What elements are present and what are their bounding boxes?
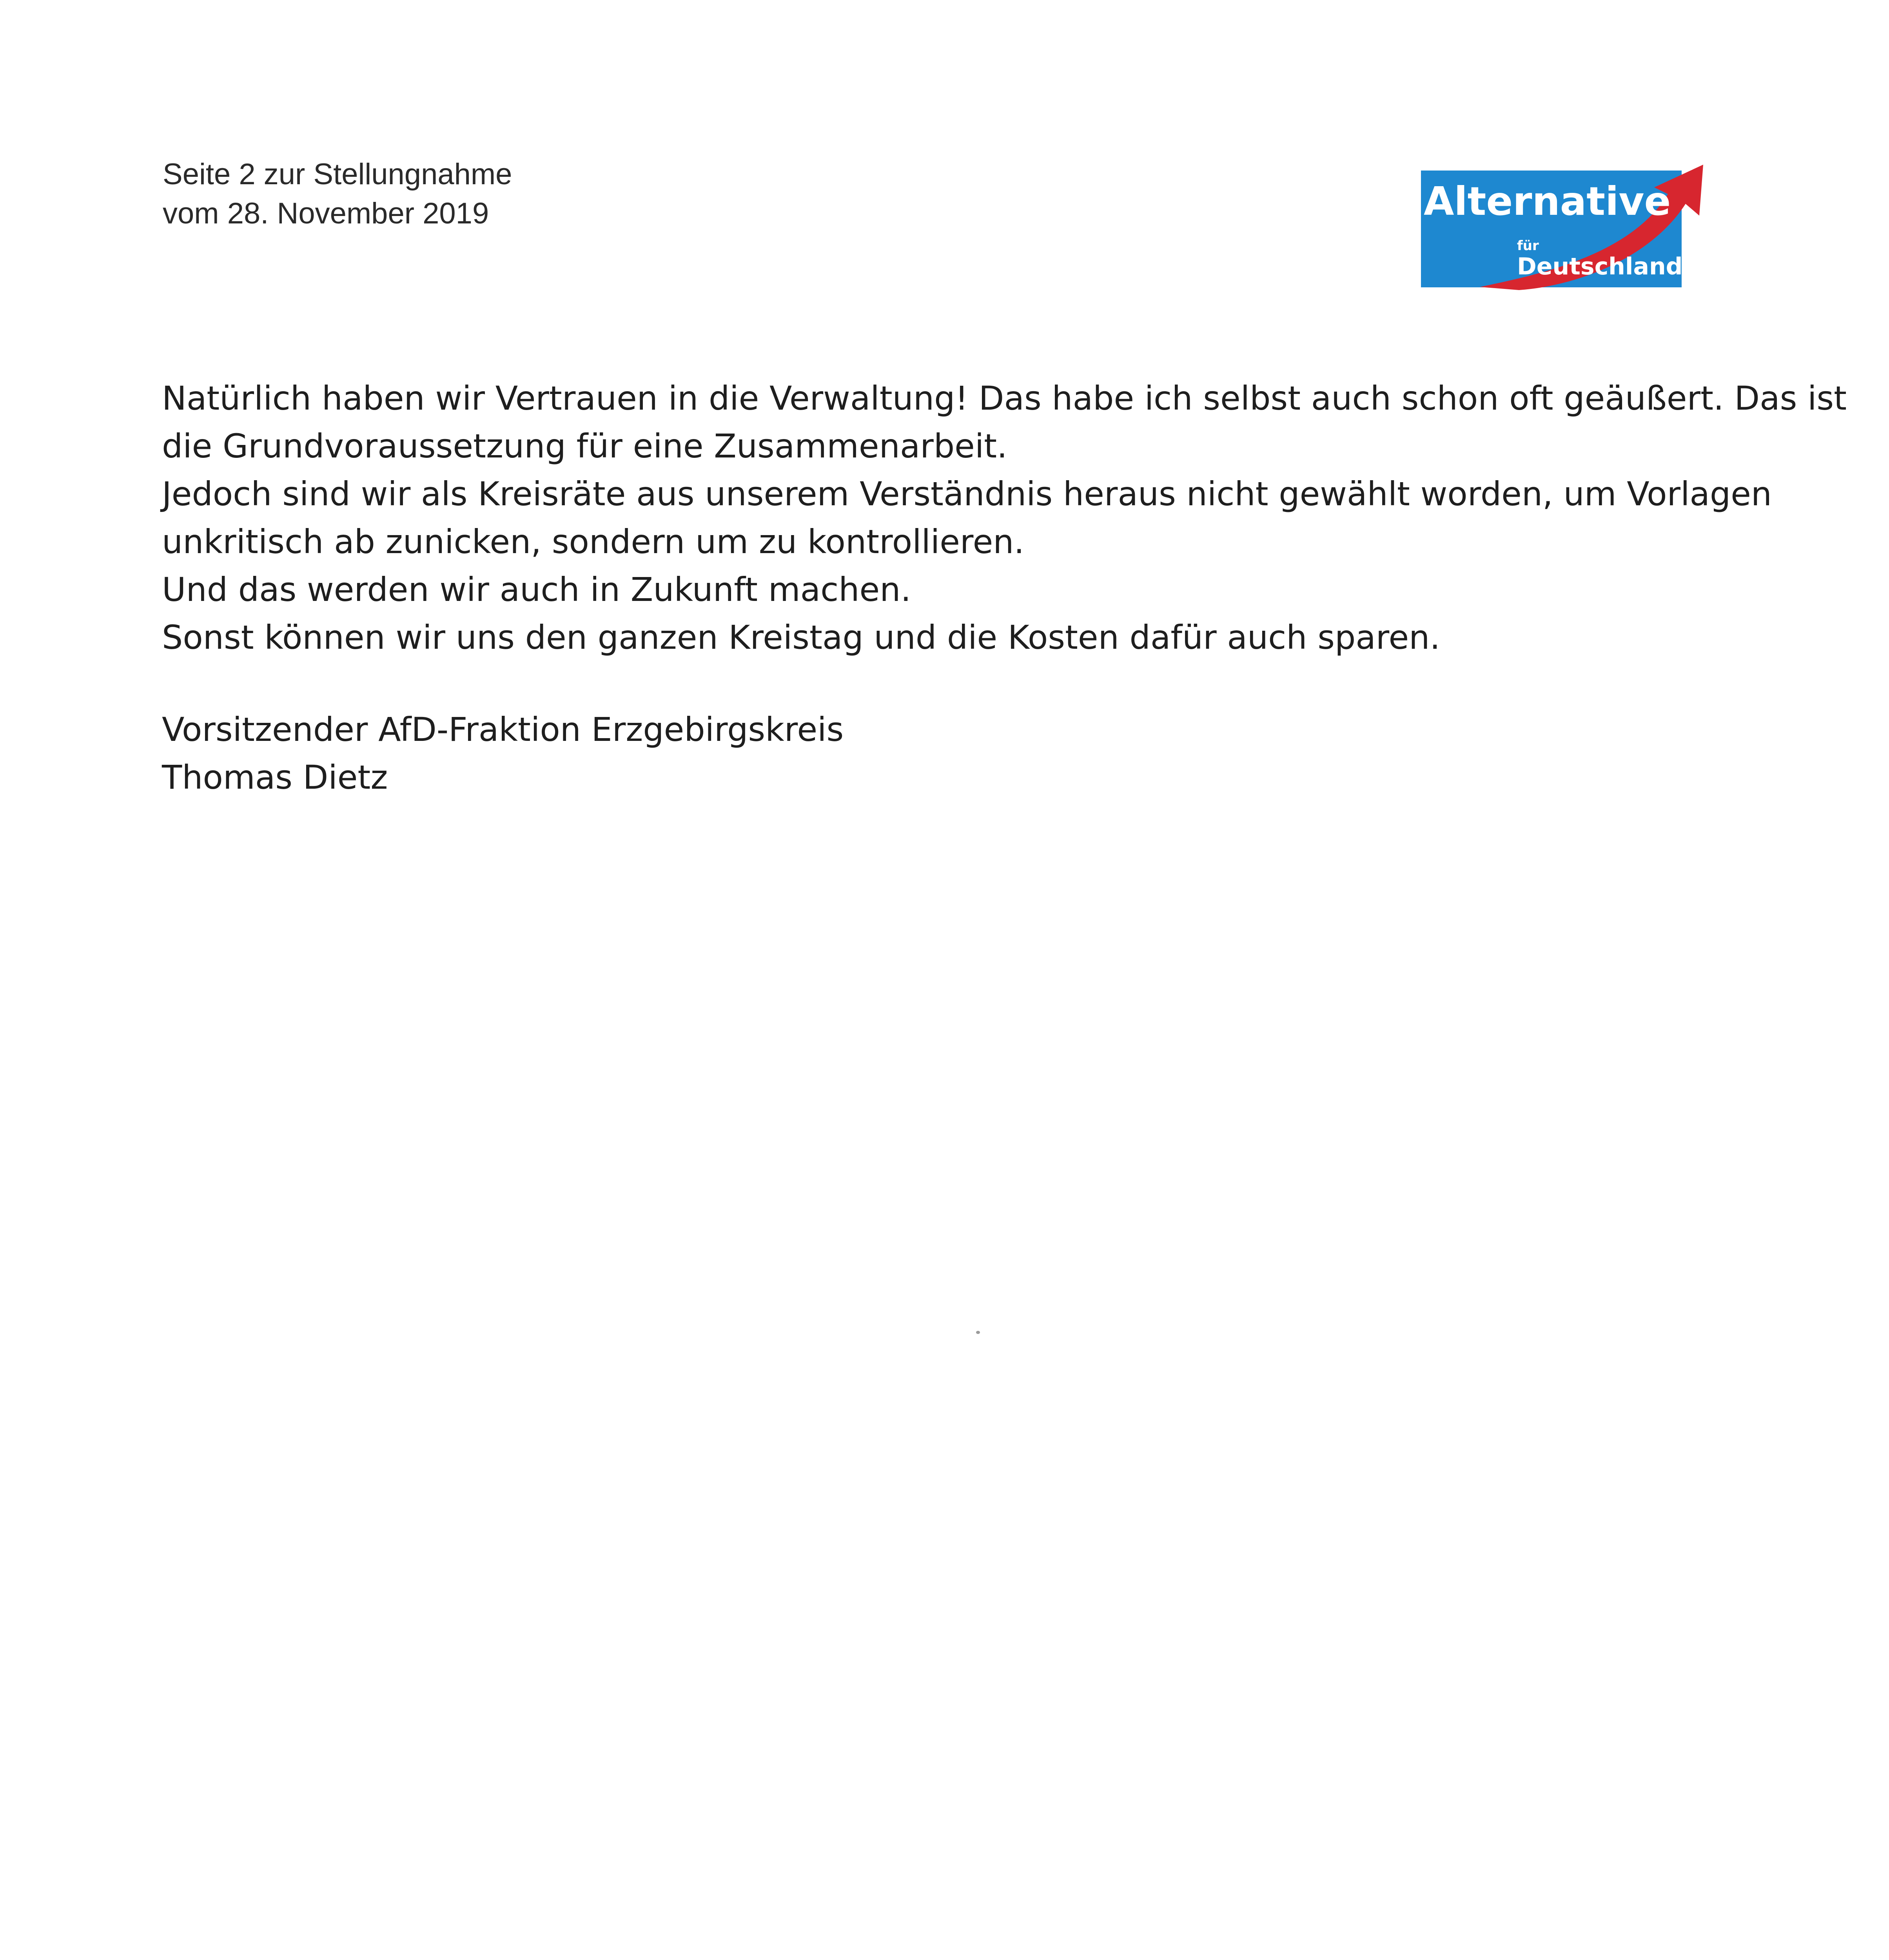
- letter-body: [162, 374, 1847, 661]
- page-header: [163, 155, 512, 233]
- afd-logo-graphic: [1411, 157, 1703, 290]
- signature-name: Thomas Dietz: [162, 758, 388, 797]
- body-line: Und das werden wir auch in Zukunft machen.: [162, 570, 911, 609]
- page-reference: Seite 2 zur Stellungnahme: [163, 158, 512, 191]
- body-line: Sonst können wir uns den ganzen Kreistag und die Kosten dafür auch sparen.: [162, 618, 1441, 657]
- logo-word-fuer: für: [1517, 238, 1539, 254]
- body-line: Jedoch sind wir als Kreisräte aus unserem Verständnis heraus nicht gewählt worden, um Vorlagen: [162, 475, 1772, 513]
- signature-block: [162, 706, 844, 801]
- body-line: die Grundvoraussetzung für eine Zusammenarbeit.: [162, 427, 1007, 465]
- logo-word-deutschland: Deutschland: [1517, 253, 1683, 280]
- signature-role: Vorsitzender AfD-Fraktion Erzgebirgskreis: [162, 710, 844, 749]
- body-line: Natürlich haben wir Vertrauen in die Verwaltung! Das habe ich selbst auch schon oft geäußert. Das ist: [162, 379, 1847, 417]
- logo-word-alternative: Alternative: [1424, 178, 1671, 224]
- afd-logo: [1411, 157, 1703, 290]
- scan-speck: [976, 1331, 980, 1334]
- body-line: unkritisch ab zunicken, sondern um zu kontrollieren.: [162, 523, 1025, 561]
- date-reference: vom 28. November 2019: [163, 197, 489, 230]
